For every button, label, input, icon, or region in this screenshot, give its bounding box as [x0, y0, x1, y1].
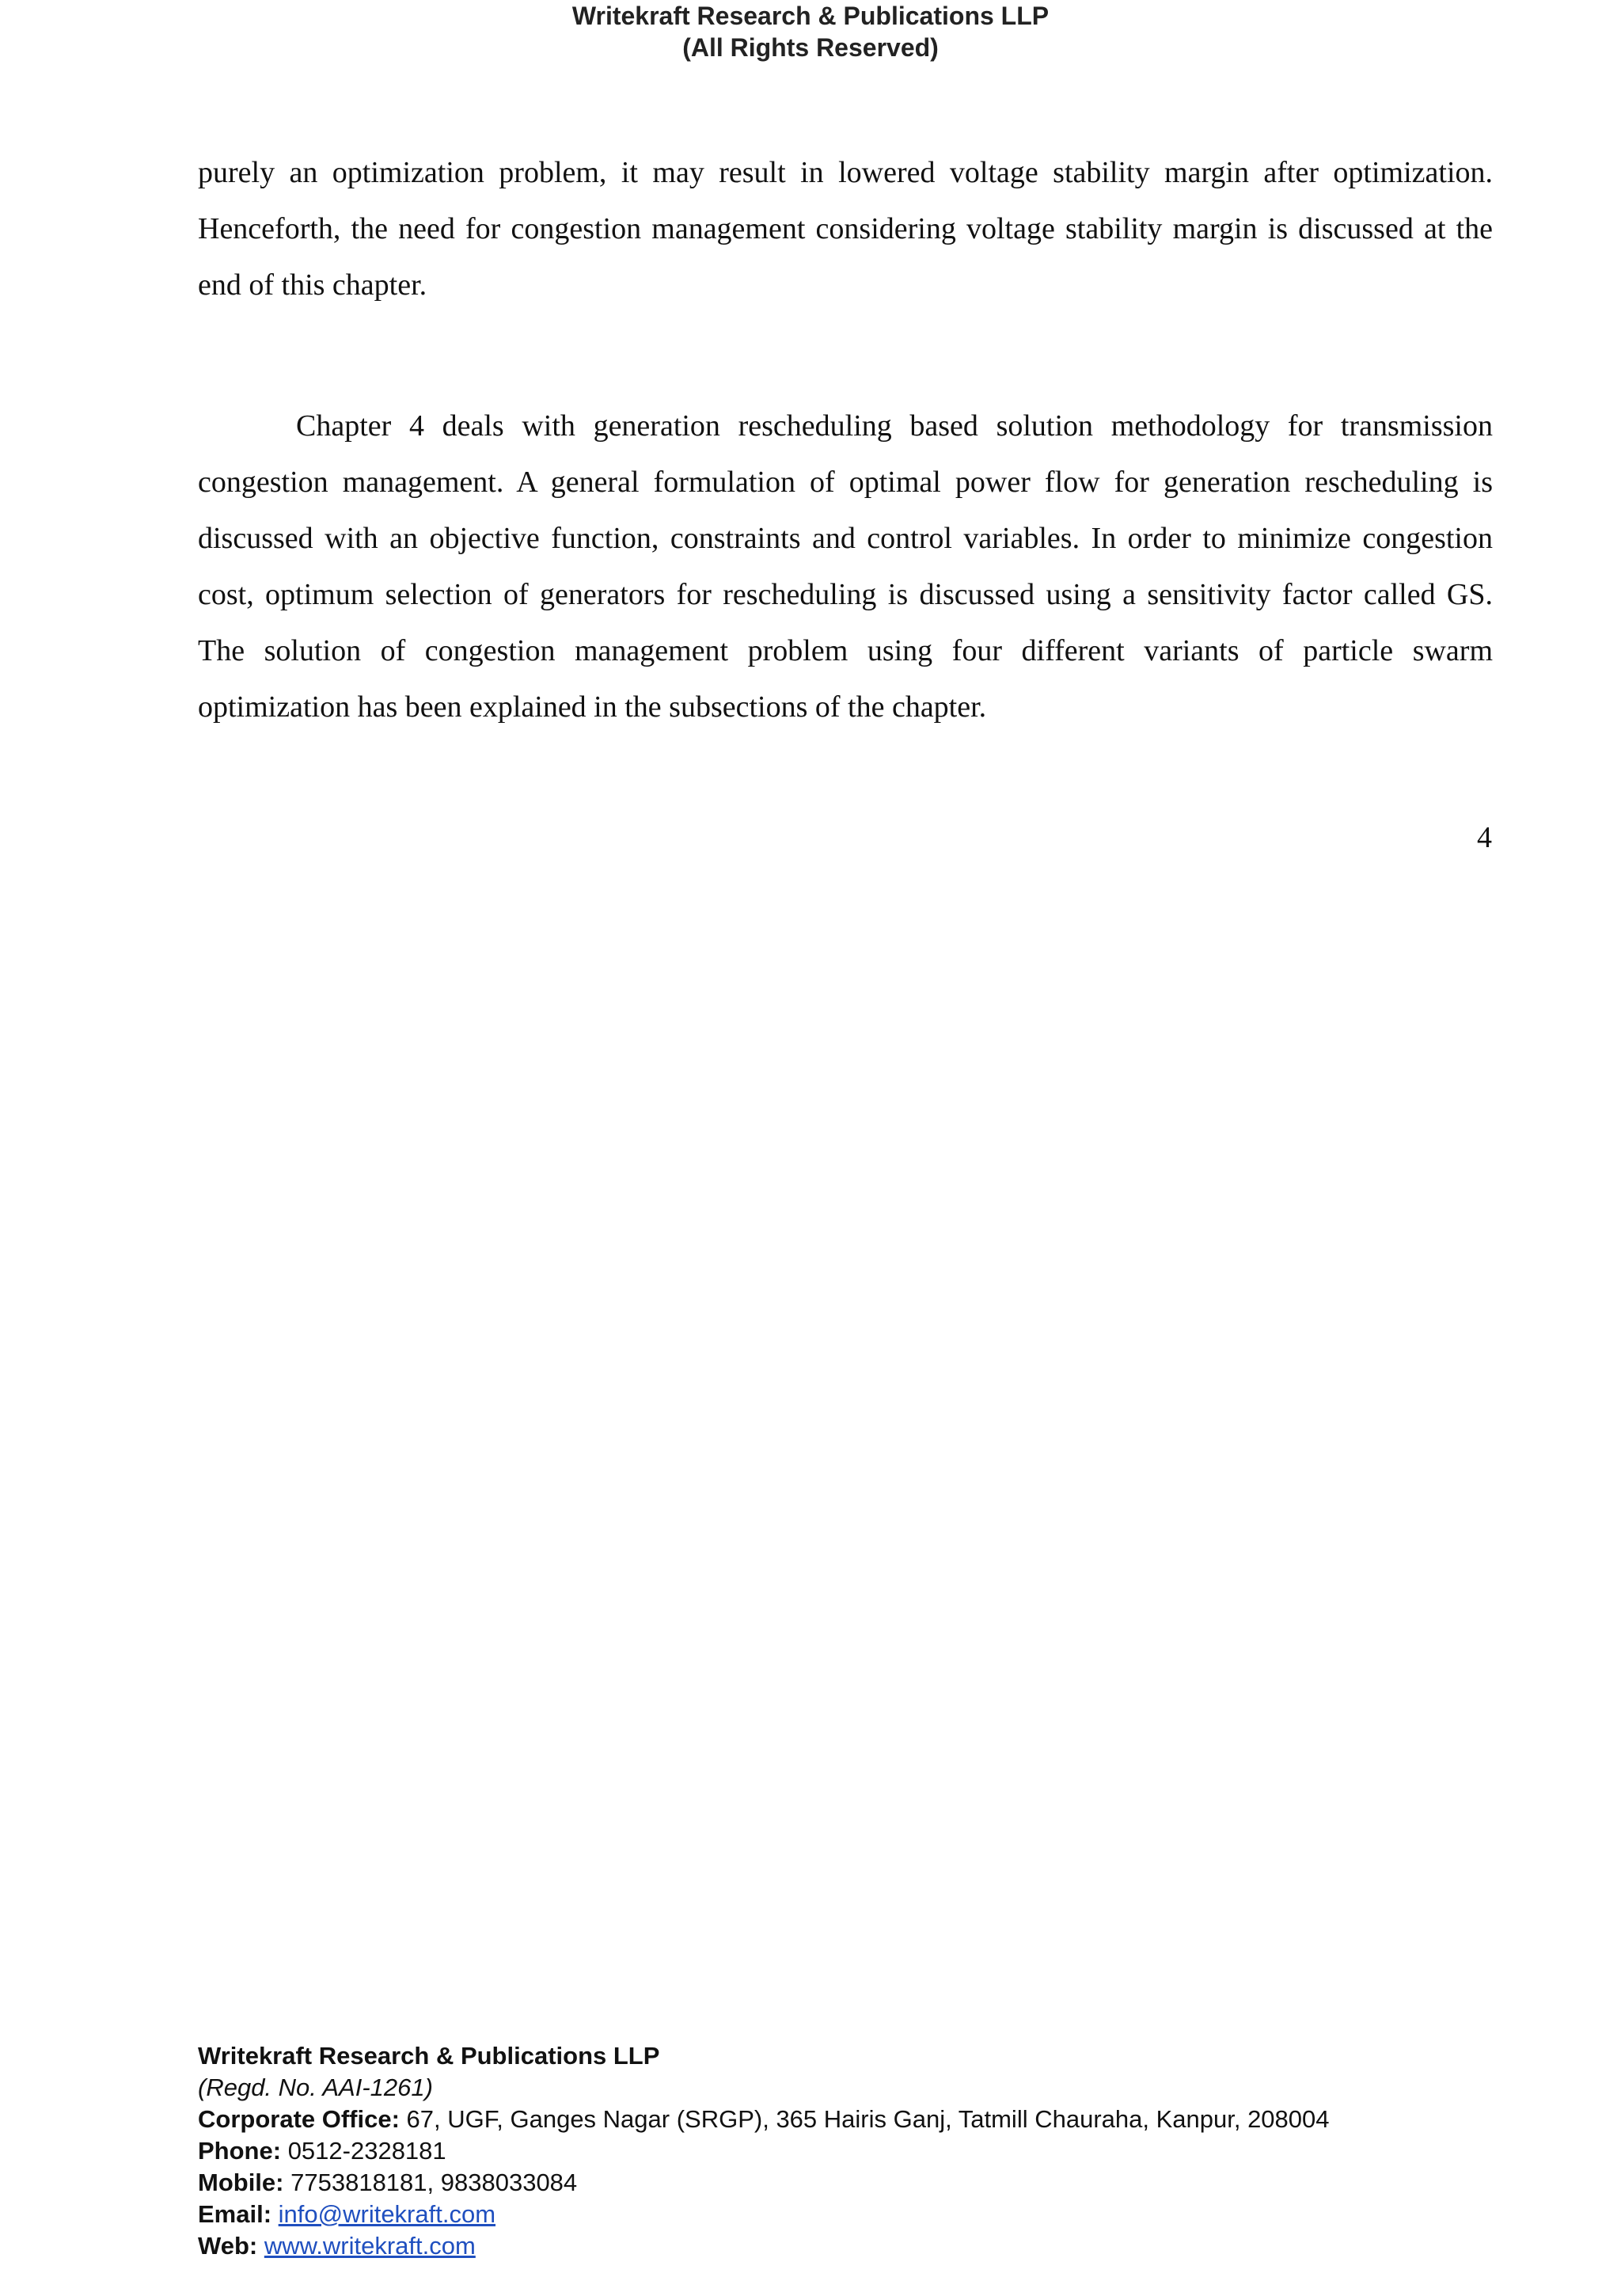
page-footer — [198, 2040, 1543, 2262]
body-paragraph-1: purely an optimization problem, it may result in lowered voltage stability margin after optimization. Henceforth, the need for congestion management considering voltage stability margin is discussed at the end of this chapter. — [198, 156, 1493, 302]
footer-phone-number: 0512-2328181 — [287, 2137, 446, 2165]
header-rights-notice: (All Rights Reserved) — [682, 33, 939, 62]
body-paragraph-2: Chapter 4 deals with generation rescheduling based solution methodology for transmission congestion management. A general formulation of optimal power flow for generation rescheduling is discussed with an objective function, constraints and control variables. In order to minimize congestion cost, optimum selection of generators for rescheduling is discussed using a sensitivity factor called GS. The solution of congestion management problem using four different variants of particle swarm optimization has been explained in the subsections of the chapter. — [198, 409, 1493, 724]
footer-office-address: 67, UGF, Ganges Nagar (SRGP), 365 Hairis Ganj, Tatmill Chauraha, Kanpur, 208004 — [406, 2105, 1330, 2133]
page-header — [0, 0, 1621, 63]
footer-web — [198, 2230, 1543, 2262]
footer-email — [198, 2199, 1543, 2230]
footer-web-label: Web: — [198, 2232, 258, 2260]
footer-phone — [198, 2135, 1543, 2167]
footer-office — [198, 2104, 1543, 2135]
footer-registration: (Regd. No. AAI-1261) — [198, 2074, 433, 2101]
footer-web-link[interactable]: www.writekraft.com — [264, 2232, 476, 2260]
footer-mobile-numbers: 7753818181, 9838033084 — [290, 2169, 578, 2196]
page-number: 4 — [1477, 821, 1492, 854]
header-company-name: Writekraft Research & Publications LLP — [571, 2, 1050, 30]
footer-email-link[interactable]: info@writekraft.com — [278, 2200, 496, 2228]
footer-office-label: Corporate Office: — [198, 2105, 400, 2133]
footer-phone-label: Phone: — [198, 2137, 282, 2165]
footer-mobile-label: Mobile: — [198, 2169, 284, 2196]
footer-company-name: Writekraft Research & Publications LLP — [198, 2042, 660, 2070]
footer-email-label: Email: — [198, 2200, 272, 2228]
footer-mobile — [198, 2167, 1543, 2199]
